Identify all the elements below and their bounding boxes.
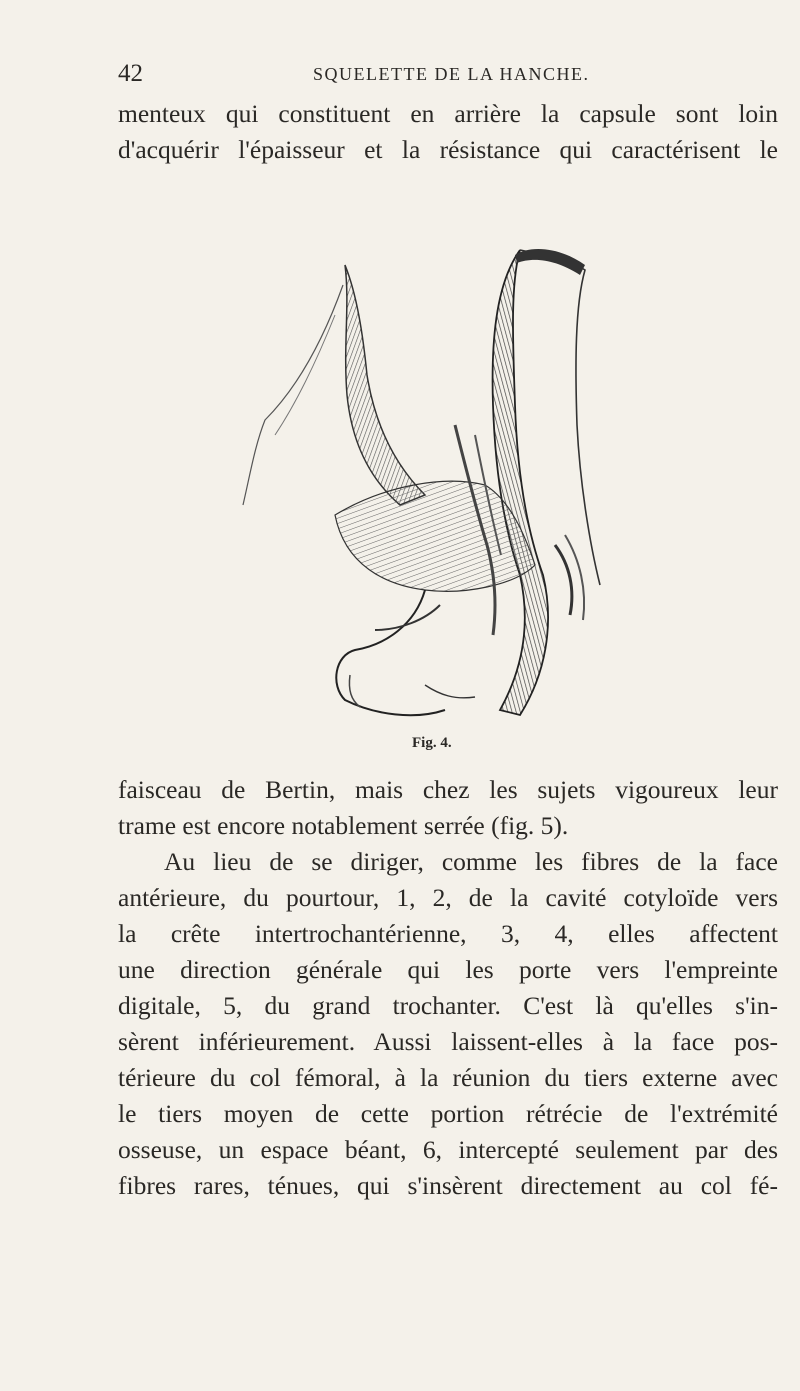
text-line: fibres rares, ténues, qui s'insèrent directement au col fé- bbox=[118, 1171, 778, 1200]
paragraph-2 bbox=[118, 844, 778, 1204]
hip-ligament-illustration bbox=[225, 245, 625, 725]
figure-caption: Fig. 4. bbox=[412, 735, 452, 751]
page-header bbox=[118, 60, 718, 88]
text-line: digitale, 5, du grand trochanter. C'est là qu'elles s'in- bbox=[118, 991, 778, 1020]
text-line: faisceau de Bertin, mais chez les sujets vigoureux leur bbox=[118, 775, 778, 804]
text-line: antérieure, du pourtour, 1, 2, de la cavité cotyloïde vers bbox=[118, 883, 778, 912]
running-head: SQUELETTE DE LA HANCHE. bbox=[313, 64, 590, 84]
text-line: menteux qui constituent en arrière la capsule sont loin bbox=[118, 99, 778, 128]
text-line: Au lieu de se diriger, comme les fibres de la face bbox=[164, 847, 778, 876]
text-line: d'acquérir l'épaisseur et la résistance qui caractérisent le bbox=[118, 135, 778, 164]
text-line: une direction générale qui les porte vers l'empreinte bbox=[118, 955, 778, 984]
text-line: le tiers moyen de cette portion rétrécie de l'extrémité bbox=[118, 1099, 778, 1128]
bottom-text bbox=[118, 772, 778, 1204]
text-line: la crête intertrochantérienne, 3, 4, elles affectent bbox=[118, 919, 778, 948]
top-paragraph bbox=[118, 96, 778, 168]
text-line: osseuse, un espace béant, 6, intercepté seulement par des bbox=[118, 1135, 778, 1164]
text-line: trame est encore notablement serrée (fig. 5). bbox=[118, 811, 569, 840]
text-line: sèrent inférieurement. Aussi laissent-elles à la face pos- bbox=[118, 1027, 778, 1056]
text-line: térieure du col fémoral, à la réunion du tiers externe avec bbox=[118, 1063, 778, 1092]
anatomical-figure bbox=[225, 245, 625, 725]
paragraph-1 bbox=[118, 772, 778, 844]
page-number: 42 bbox=[118, 60, 143, 87]
